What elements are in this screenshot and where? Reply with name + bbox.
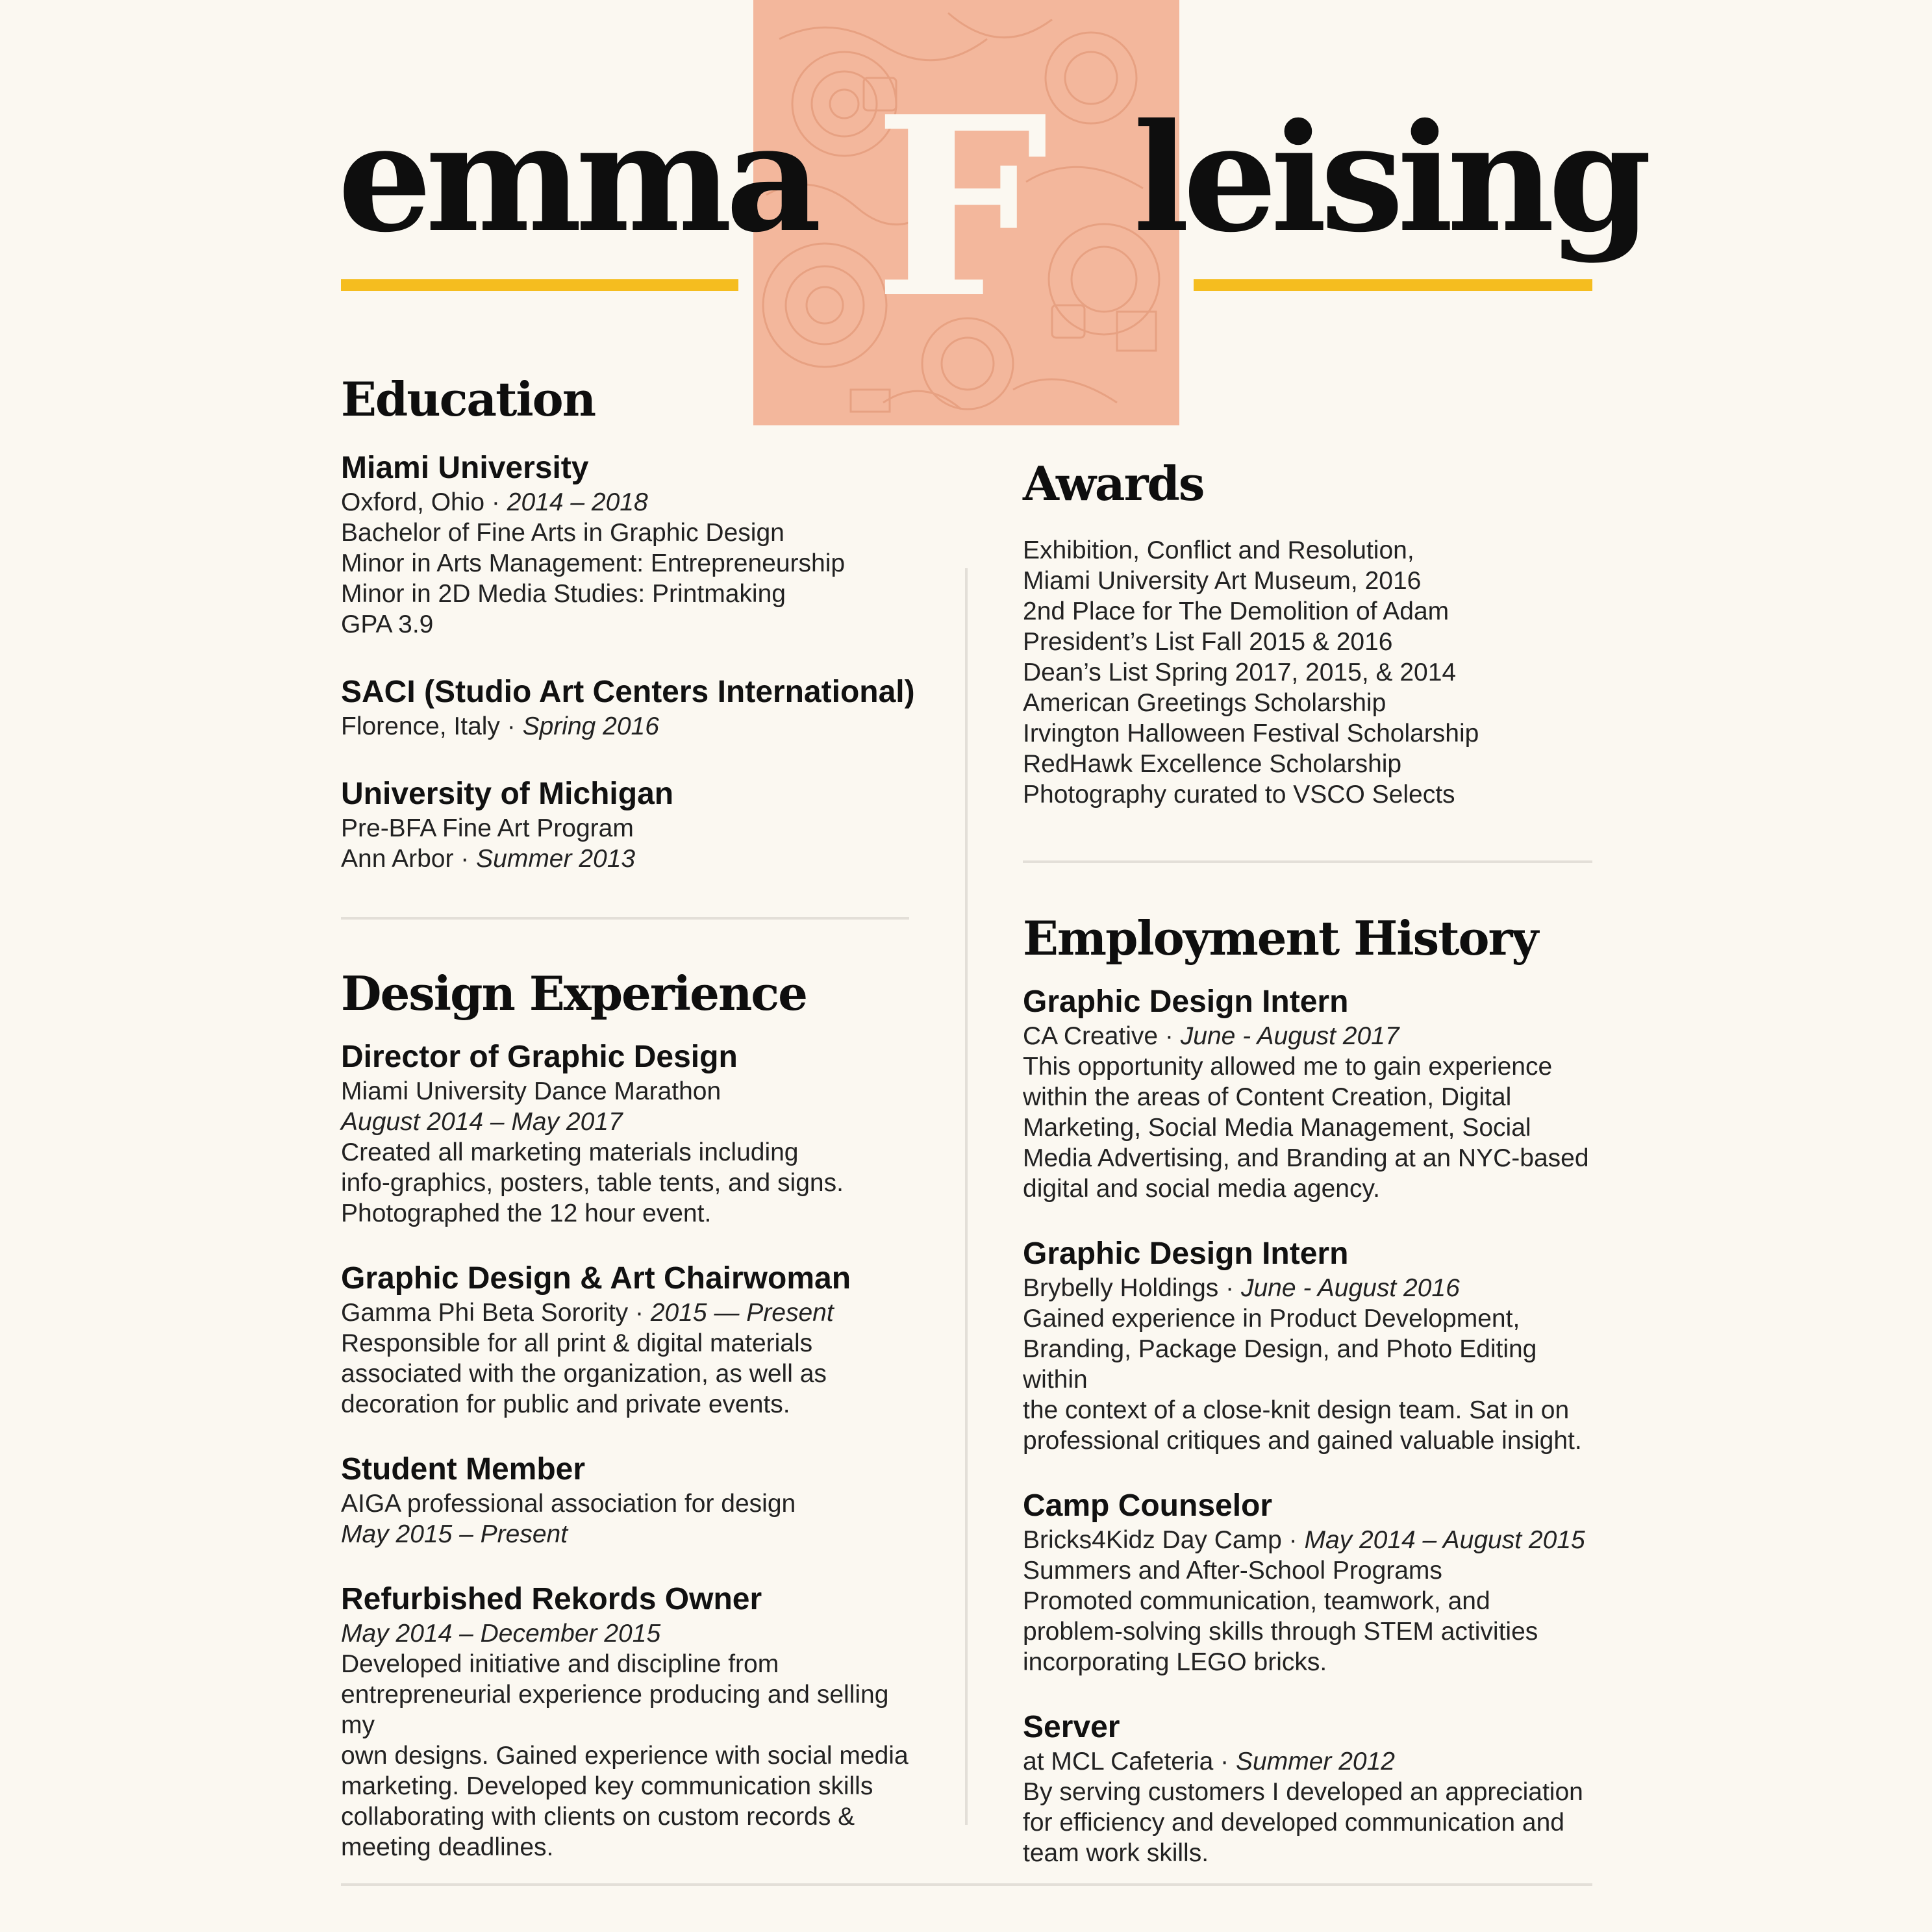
gpa-line: GPA 3.9	[341, 610, 434, 639]
employer: Brybelly Holdings	[1023, 1274, 1219, 1303]
column-divider	[965, 568, 968, 1825]
design-experience-heading: Design Experience	[341, 966, 807, 1021]
description-line: Photographed the 12 hour event.	[341, 1199, 712, 1228]
description-line: By serving customers I developed an appreciation	[1023, 1778, 1583, 1807]
description-line: Media Advertising, and Branding at an NYC-based	[1023, 1144, 1589, 1173]
dates-line: May 2014 – December 2015	[341, 1620, 661, 1648]
experience-entry	[341, 1038, 925, 1229]
employer: Bricks4Kidz Day Camp	[1023, 1526, 1282, 1555]
school-name: University of Michigan	[341, 777, 674, 812]
school-dates: Summer 2013	[476, 845, 636, 873]
job-dates: June - August 2017	[1180, 1022, 1399, 1051]
org-line: Gamma Phi Beta Sorority	[341, 1299, 629, 1327]
education-section	[341, 373, 925, 874]
education-entry: University of Michigan Pre-BFA Fine Art Program Ann Arbor · Summer 2013	[341, 775, 925, 874]
dates-line: 2015 — Present	[650, 1299, 834, 1327]
job-title: Graphic Design Intern	[1023, 1236, 1349, 1272]
description-line: associated with the organization, as well as	[341, 1360, 827, 1388]
description-line: the context of a close-knit design team. Sat in on	[1023, 1396, 1570, 1425]
award-item: Photography curated to VSCO Selects	[1023, 781, 1455, 809]
description-line: This opportunity allowed me to gain experience	[1023, 1053, 1553, 1081]
job-dates: Summer 2012	[1236, 1748, 1395, 1776]
job-dates: May 2014 – August 2015	[1304, 1526, 1585, 1555]
description-line: Developed initiative and discipline from	[341, 1650, 779, 1679]
employer: at MCL Cafeteria	[1023, 1748, 1214, 1776]
description-line: digital and social media agency.	[1023, 1175, 1380, 1203]
education-entry: SACI (Studio Art Centers International) Florence, Italy · Spring 2016	[341, 673, 925, 742]
experience-entry	[341, 1581, 925, 1863]
award-item: American Greetings Scholarship	[1023, 689, 1386, 718]
description-line: team work skills.	[1023, 1839, 1209, 1868]
school-dates: 2014 – 2018	[507, 488, 648, 517]
description-line: for efficiency and developed communication and	[1023, 1809, 1564, 1837]
employment-heading: Employment History	[1023, 910, 1538, 966]
description-line: decoration for public and private events.	[341, 1390, 790, 1419]
degree-line: Minor in Arts Management: Entrepreneurship	[341, 549, 846, 578]
description-line: Responsible for all print & digital materials	[341, 1329, 813, 1358]
job-title: Camp Counselor	[1023, 1488, 1273, 1524]
award-item: RedHawk Excellence Scholarship	[1023, 750, 1402, 779]
award-item: Dean’s List Spring 2017, 2015, & 2014	[1023, 659, 1457, 687]
description-line: Promoted communication, teamwork, and	[1023, 1587, 1490, 1616]
job-title: Graphic Design Intern	[1023, 985, 1349, 1020]
name-underline-right	[1194, 279, 1592, 291]
description-line: problem-solving skills through STEM activities	[1023, 1618, 1538, 1646]
degree-line: Minor in 2D Media Studies: Printmaking	[341, 580, 786, 608]
award-item: Exhibition, Conflict and Resolution,	[1023, 536, 1414, 565]
description-line: marketing. Developed key communication skills	[341, 1772, 873, 1801]
first-name: emma	[338, 91, 816, 265]
org-line: Miami University Dance Marathon	[341, 1077, 721, 1106]
employer: CA Creative	[1023, 1022, 1159, 1051]
description-line: info-graphics, posters, table tents, and signs.	[341, 1169, 844, 1198]
school-place: Oxford, Ohio	[341, 488, 485, 517]
dates-line: May 2015 – Present	[341, 1520, 568, 1549]
degree-line: Bachelor of Fine Arts in Graphic Design	[341, 519, 784, 547]
experience-entry	[341, 1451, 925, 1549]
school-dates: Spring 2016	[522, 712, 659, 741]
employment-entry: Server at MCL Cafeteria · Summer 2012 By serving customers I developed an appreciation for efficiency and developed communication and team work skills.	[1023, 1709, 1594, 1868]
awards-list	[1023, 535, 1594, 810]
education-entry: Miami University Oxford, Ohio · 2014 – 2018 Bachelor of Fine Arts in Graphic Design Minor in Arts Management: Entrepreneurship Minor in 2D Media Studies: Printmaking GPA 3.9	[341, 449, 925, 640]
description-line: incorporating LEGO bricks.	[1023, 1648, 1327, 1677]
experience-entry: Graphic Design & Art Chairwoman Gamma Phi Beta Sorority · 2015 — Present Responsible for all print & digital materials associated with the organization, as well as decoration for public and private events.	[341, 1260, 925, 1420]
role-title: Student Member	[341, 1452, 586, 1487]
role-title: Director of Graphic Design	[341, 1040, 738, 1075]
education-heading: Education	[341, 371, 596, 427]
award-item: President’s List Fall 2015 & 2016	[1023, 628, 1393, 657]
role-title: Refurbished Rekords Owner	[341, 1582, 762, 1617]
section-divider	[1023, 860, 1592, 863]
description-line: own designs. Gained experience with social media	[341, 1742, 909, 1770]
award-item: 2nd Place for The Demolition of Adam	[1023, 597, 1449, 626]
description-line: professional critiques and gained valuable insight.	[1023, 1427, 1582, 1455]
role-title: Graphic Design & Art Chairwoman	[341, 1261, 851, 1296]
job-dates: June - August 2016	[1240, 1274, 1460, 1303]
footer-divider	[341, 1883, 1592, 1886]
description-line: Branding, Package Design, and Photo Editing within	[1023, 1335, 1537, 1394]
award-item: Miami University Art Museum, 2016	[1023, 567, 1422, 596]
section-divider	[341, 917, 909, 920]
name-underline-left	[341, 279, 738, 291]
school-name: SACI (Studio Art Centers International)	[341, 675, 915, 710]
description-line: collaborating with clients on custom records &	[341, 1803, 855, 1831]
description-line: Summers and After-School Programs	[1023, 1557, 1442, 1585]
program-line: Pre-BFA Fine Art Program	[341, 814, 634, 843]
school-name: Miami University	[341, 451, 589, 486]
initial-monogram: F	[873, 62, 1049, 353]
school-place: Florence, Italy	[341, 712, 500, 741]
awards-heading: Awards	[1023, 456, 1204, 511]
org-line: AIGA professional association for design	[341, 1490, 796, 1518]
description-line: Marketing, Social Media Management, Social	[1023, 1114, 1531, 1142]
description-line: within the areas of Content Creation, Digital	[1023, 1083, 1512, 1112]
employment-entry: Camp Counselor Bricks4Kidz Day Camp · May 2014 – August 2015 Summers and After-School Programs Promoted communication, teamwork, and problem-solving skills through STEM activities incorporating LEGO bricks.	[1023, 1487, 1594, 1677]
description-line: entrepreneurial experience producing and selling my	[341, 1681, 889, 1740]
design-experience-section	[341, 968, 925, 1863]
job-title: Server	[1023, 1710, 1120, 1745]
award-item: Irvington Halloween Festival Scholarship	[1023, 720, 1479, 748]
employment-entry: Graphic Design Intern Brybelly Holdings · June - August 2016 Gained experience in Product Development, Branding, Package Design, and Photo Editing within the context of a close-knit design team. Sat in on professional critiques and gained valuable insight.	[1023, 1235, 1594, 1456]
description-line: meeting deadlines.	[341, 1833, 554, 1862]
dates-line: August 2014 – May 2017	[341, 1108, 623, 1136]
school-place: Ann Arbor	[341, 845, 454, 873]
description-line: Created all marketing materials including	[341, 1138, 799, 1167]
employment-entry: Graphic Design Intern CA Creative · June - August 2017 This opportunity allowed me to gain experience within the areas of Content Creation, Digital Marketing, Social Media Management, Social Media Advertising, and Branding at an NYC-based digital and social media agency.	[1023, 983, 1594, 1204]
last-name: leising	[1133, 91, 1646, 265]
description-line: Gained experience in Product Development,	[1023, 1305, 1520, 1333]
awards-section	[1023, 458, 1594, 810]
employment-section	[1023, 912, 1594, 1868]
